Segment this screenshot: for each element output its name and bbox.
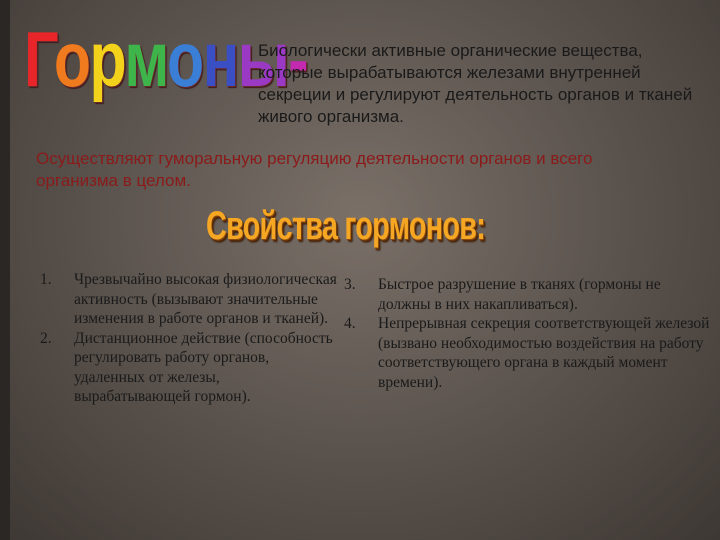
left-accent-bar <box>0 0 10 540</box>
title-letter: Г <box>24 15 54 103</box>
item-text: Чрезвычайно высокая физиологическая активность (вызывают значительные изменения в работе органов и тканей). <box>74 271 337 327</box>
function-text: Осуществляют гуморальную регуляцию деятельности органов и всего организма в целом. <box>36 149 593 190</box>
properties-list-left <box>40 270 340 407</box>
list-item <box>344 275 714 314</box>
item-text: Быстрое разрушение в тканях (гормоны не должны в них накапливаться). <box>378 276 661 313</box>
title-letter: - <box>288 15 307 103</box>
item-number: 2. <box>40 329 52 347</box>
title-letter: м <box>124 15 167 103</box>
definition-text: Биологически активные органические вещества, которые вырабатываются железами внутренней секреции и регулируют деятельность органов и тканей живого организма. <box>258 41 693 126</box>
list-item <box>344 314 714 392</box>
item-number: 1. <box>40 271 52 288</box>
item-number: 4. <box>344 315 356 332</box>
title-letter: о <box>166 15 203 103</box>
item-text: Дистанционное действие (способность регулировать работу органов, удаленных от железы, вырабатывающей гормон). <box>74 329 333 405</box>
list-item <box>40 270 340 329</box>
title-letter: н <box>202 15 238 103</box>
item-text: Непрерывная секреция соответствующей железой (вызвано необходимостью воздействия на работу соответствующего органа в каждый момент времени). <box>378 315 710 391</box>
title-letter: ы <box>237 15 289 103</box>
properties-heading: Свойства гормонов: <box>206 204 486 248</box>
item-number: 3. <box>344 276 356 293</box>
title-letter: р <box>89 15 125 103</box>
properties-list-right <box>344 275 714 392</box>
list-item <box>40 329 340 407</box>
title-letter: о <box>53 15 90 103</box>
